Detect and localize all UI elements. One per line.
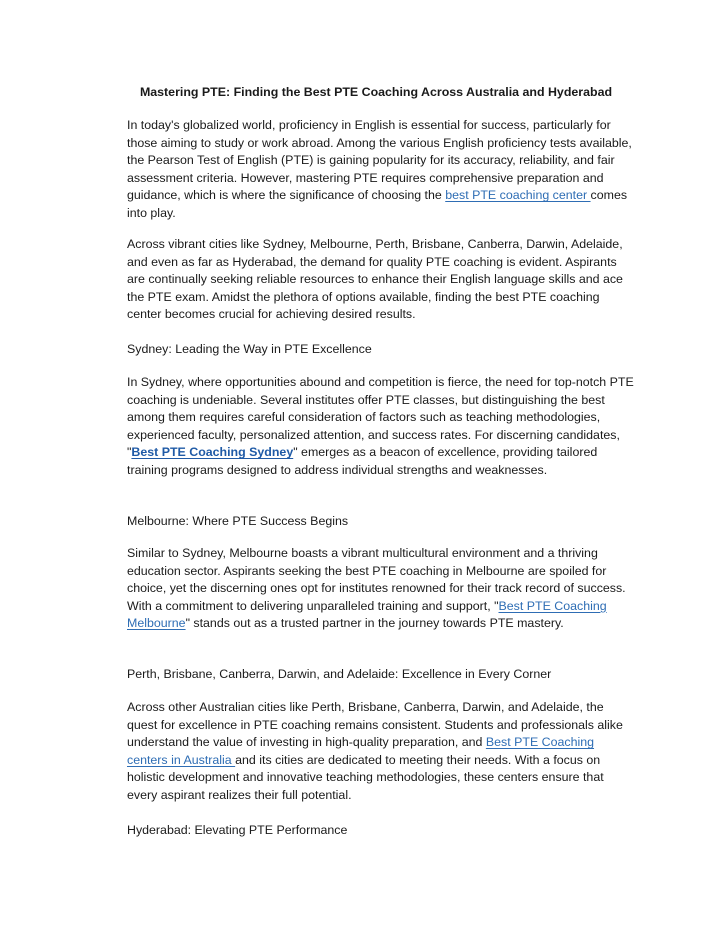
australia-text-end: and its cities are dedicated to meeting their needs. With a focus on holistic development and innovative teaching methodologies, these centers ensure that every aspirant realizes their full potential.	[127, 752, 604, 802]
sydney-text-end: " emerges as a beacon of excellence, providing tailored training programs designed to address individual strengths and weaknesses.	[127, 445, 598, 477]
best-pte-coaching-center-link[interactable]: best PTE coaching center	[445, 188, 591, 203]
intro-text-end: comes into play.	[127, 188, 628, 220]
sydney-paragraph	[127, 374, 637, 480]
melbourne-text: Similar to Sydney, Melbourne boasts a vibrant multicultural environment and a thriving education sector. Aspirants seeking the best PTE coaching in Melbourne are spoiled for choice, yet the discerning ones opt for institutes renowned for their track record of success. With a commitment to delivering unparalleled training and support, "	[127, 546, 626, 613]
sydney-text: In Sydney, where opportunities abound and competition is fierce, the need for top-notch PTE coaching is undeniable. Several institutes offer PTE classes, but distinguishing the best among them requires careful consideration of factors such as teaching methodologies, experienced faculty, personalized attention, and success rates. For discerning candidates, "	[127, 375, 634, 460]
australia-text: Across other Australian cities like Perth, Brisbane, Canberra, Darwin, and Adelaide, the quest for excellence in PTE coaching remains consistent. Students and professionals alike understand the value of investing in high-quality preparation, and	[127, 700, 623, 750]
sydney-heading: Sydney: Leading the Way in PTE Excellence	[127, 342, 372, 356]
intro-text: In today's globalized world, proficiency in English is essential for success, particularly for those aiming to study or work abroad. Among the various English proficiency tests available, the Pearson Test of English (PTE) is gaining popularity for its accuracy, reliability, and fair assessment criteria. However, mastering PTE requires comprehensive preparation and guidance, which is where the significance of choosing the	[127, 118, 632, 203]
melbourne-text-end: " stands out as a trusted partner in the journey towards PTE mastery.	[185, 616, 564, 631]
intro-paragraph	[127, 117, 637, 223]
best-pte-coaching-sydney-link[interactable]: Best PTE Coaching Sydney	[131, 445, 294, 460]
best-pte-coaching-australia-link[interactable]: Best PTE Coaching centers in Australia	[127, 735, 595, 767]
australia-heading: Perth, Brisbane, Canberra, Darwin, and Adelaide: Excellence in Every Corner	[127, 667, 552, 681]
melbourne-heading: Melbourne: Where PTE Success Begins	[127, 514, 349, 528]
document-title: Mastering PTE: Finding the Best PTE Coaching Across Australia and Hyderabad	[139, 85, 613, 99]
australia-paragraph	[127, 699, 637, 805]
melbourne-paragraph	[127, 545, 637, 633]
best-pte-coaching-melbourne-link[interactable]: Best PTE Coaching Melbourne	[127, 598, 607, 631]
cities-paragraph: Across vibrant cities like Sydney, Melbourne, Perth, Brisbane, Canberra, Darwin, Adelaide, and even as far as Hyderabad, the demand for quality PTE coaching is evident. Aspirants are continually seeking reliable resources to enhance their English language skills and ace the PTE exam. Amidst the plethora of options available, finding the best PTE coaching center becomes crucial for achieving desired results.	[127, 237, 623, 322]
hyderabad-heading: Hyderabad: Elevating PTE Performance	[127, 823, 348, 837]
